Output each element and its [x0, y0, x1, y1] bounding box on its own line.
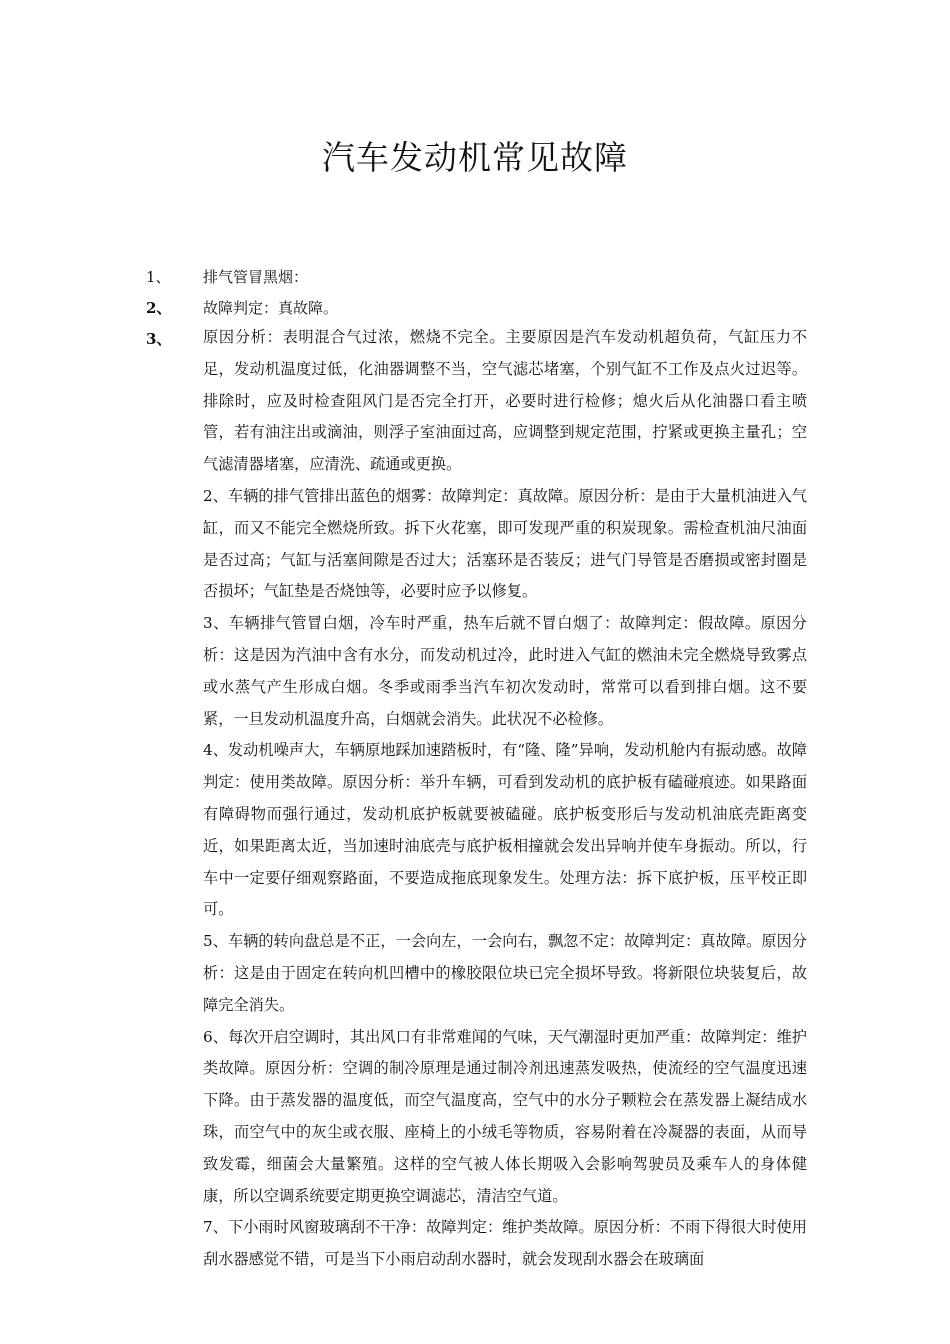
document-body: [203, 322, 807, 1276]
numbered-list: [146, 262, 816, 348]
list-item: [146, 293, 816, 324]
list-item-number: 3、: [146, 330, 172, 348]
list-item-text: 故障判定：真故障。: [203, 299, 339, 317]
list-item-text: 排气管冒黑烟：: [203, 268, 309, 286]
paragraph: 6、每次开启空调时，其出风口有非常难闻的气味，天气潮湿时更加严重：故障判定：维护类故障。原因分析：空调的制冷原理是通过制冷剂迅速蒸发吸热，使流经的空气温度迅速下降。由于蒸发器的温度低，而空气温度高，空气中的水分子颗粒会在蒸发器上凝结成水珠，而空气中的灰尘或衣服、座椅上的小绒毛等物质，容易附着在冷凝器的表面，从而导致发霉，细菌会大量繁殖。这样的空气被人体长期吸入会影响驾驶员及乘车人的身体健康，所以空调系统要定期更换空调滤芯，清洁空气道。: [203, 1027, 807, 1205]
list-item-number: 1、: [146, 268, 171, 286]
document-title: 汽车发动机常见故障: [322, 138, 628, 177]
paragraph: 原因分析：表明混合气过浓，燃烧不完全。主要原因是汽车发动机超负荷，气缸压力不足，发动机温度过低，化油器调整不当，空气滤芯堵塞，个别气缸不工作及点火过迟等。排除时，应及时检查阻风门是否完全打开，必要时进行检修；熄火后从化油器口看主喷管，若有油注出或滴油，则浮子室油面过高，应调整到规定范围，拧紧或更换主量孔；空气滤清器堵塞，应清洗、疏通或更换。: [203, 328, 807, 474]
paragraph: 2、车辆的排气管排出蓝色的烟雾：故障判定：真故障。原因分析：是由于大量机油进入气缸，而又不能完全燃烧所致。拆下火花塞，即可发现严重的积炭现象。需检查机油尺油面是否过高；气缸与活塞间隙是否过大；活塞环是否装反；进气门导管是否磨损或密封圈是否损坏；气缸垫是否烧蚀等，必要时应予以修复。: [203, 486, 807, 601]
paragraph: 3、车辆排气管冒白烟，冷车时严重，热车后就不冒白烟了：故障判定：假故障。原因分析：这是因为汽油中含有水分，而发动机过冷，此时进入气缸的燃油未完全燃烧导致雾点或水蒸气产生形成白烟。冬季或雨季当汽车初次发动时，常常可以看到排白烟。这不要紧，一旦发动机温度升高，白烟就会消失。此状况不必检修。: [203, 614, 807, 728]
paragraph: 5、车辆的转向盘总是不正，一会向左，一会向右，飘忽不定：故障判定：真故障。原因分析：这是由于固定在转向机凹槽中的橡胶限位块已完全损坏导致。将新限位块装复后，故障完全消失。: [203, 932, 807, 1014]
list-item: [146, 262, 816, 293]
paragraph: 7、下小雨时风窗玻璃刮不干净：故障判定：维护类故障。原因分析：不雨下得很大时使用刮水器感觉不错，可是当下小雨启动刮水器时，就会发现刮水器会在玻璃面: [203, 1218, 807, 1269]
list-item-number: 2、: [146, 299, 172, 317]
paragraph: 4、发动机噪声大，车辆原地踩加速踏板时，有“隆、隆”异响，发动机舱内有振动感。故障判定：使用类故障。原因分析：举升车辆，可看到发动机的底护板有磕碰痕迹。如果路面有障碍物而强行通过，发动机底护板就要被磕碰。底护板变形后与发动机油底壳距离变近，如果距离太近，当加速时油底壳与底护板相撞就会发出异响并使车身振动。所以，行车中一定要仔细观察路面，不要造成拖底现象发生。处理方法：拆下底护板，压平校正即可。: [203, 741, 807, 919]
